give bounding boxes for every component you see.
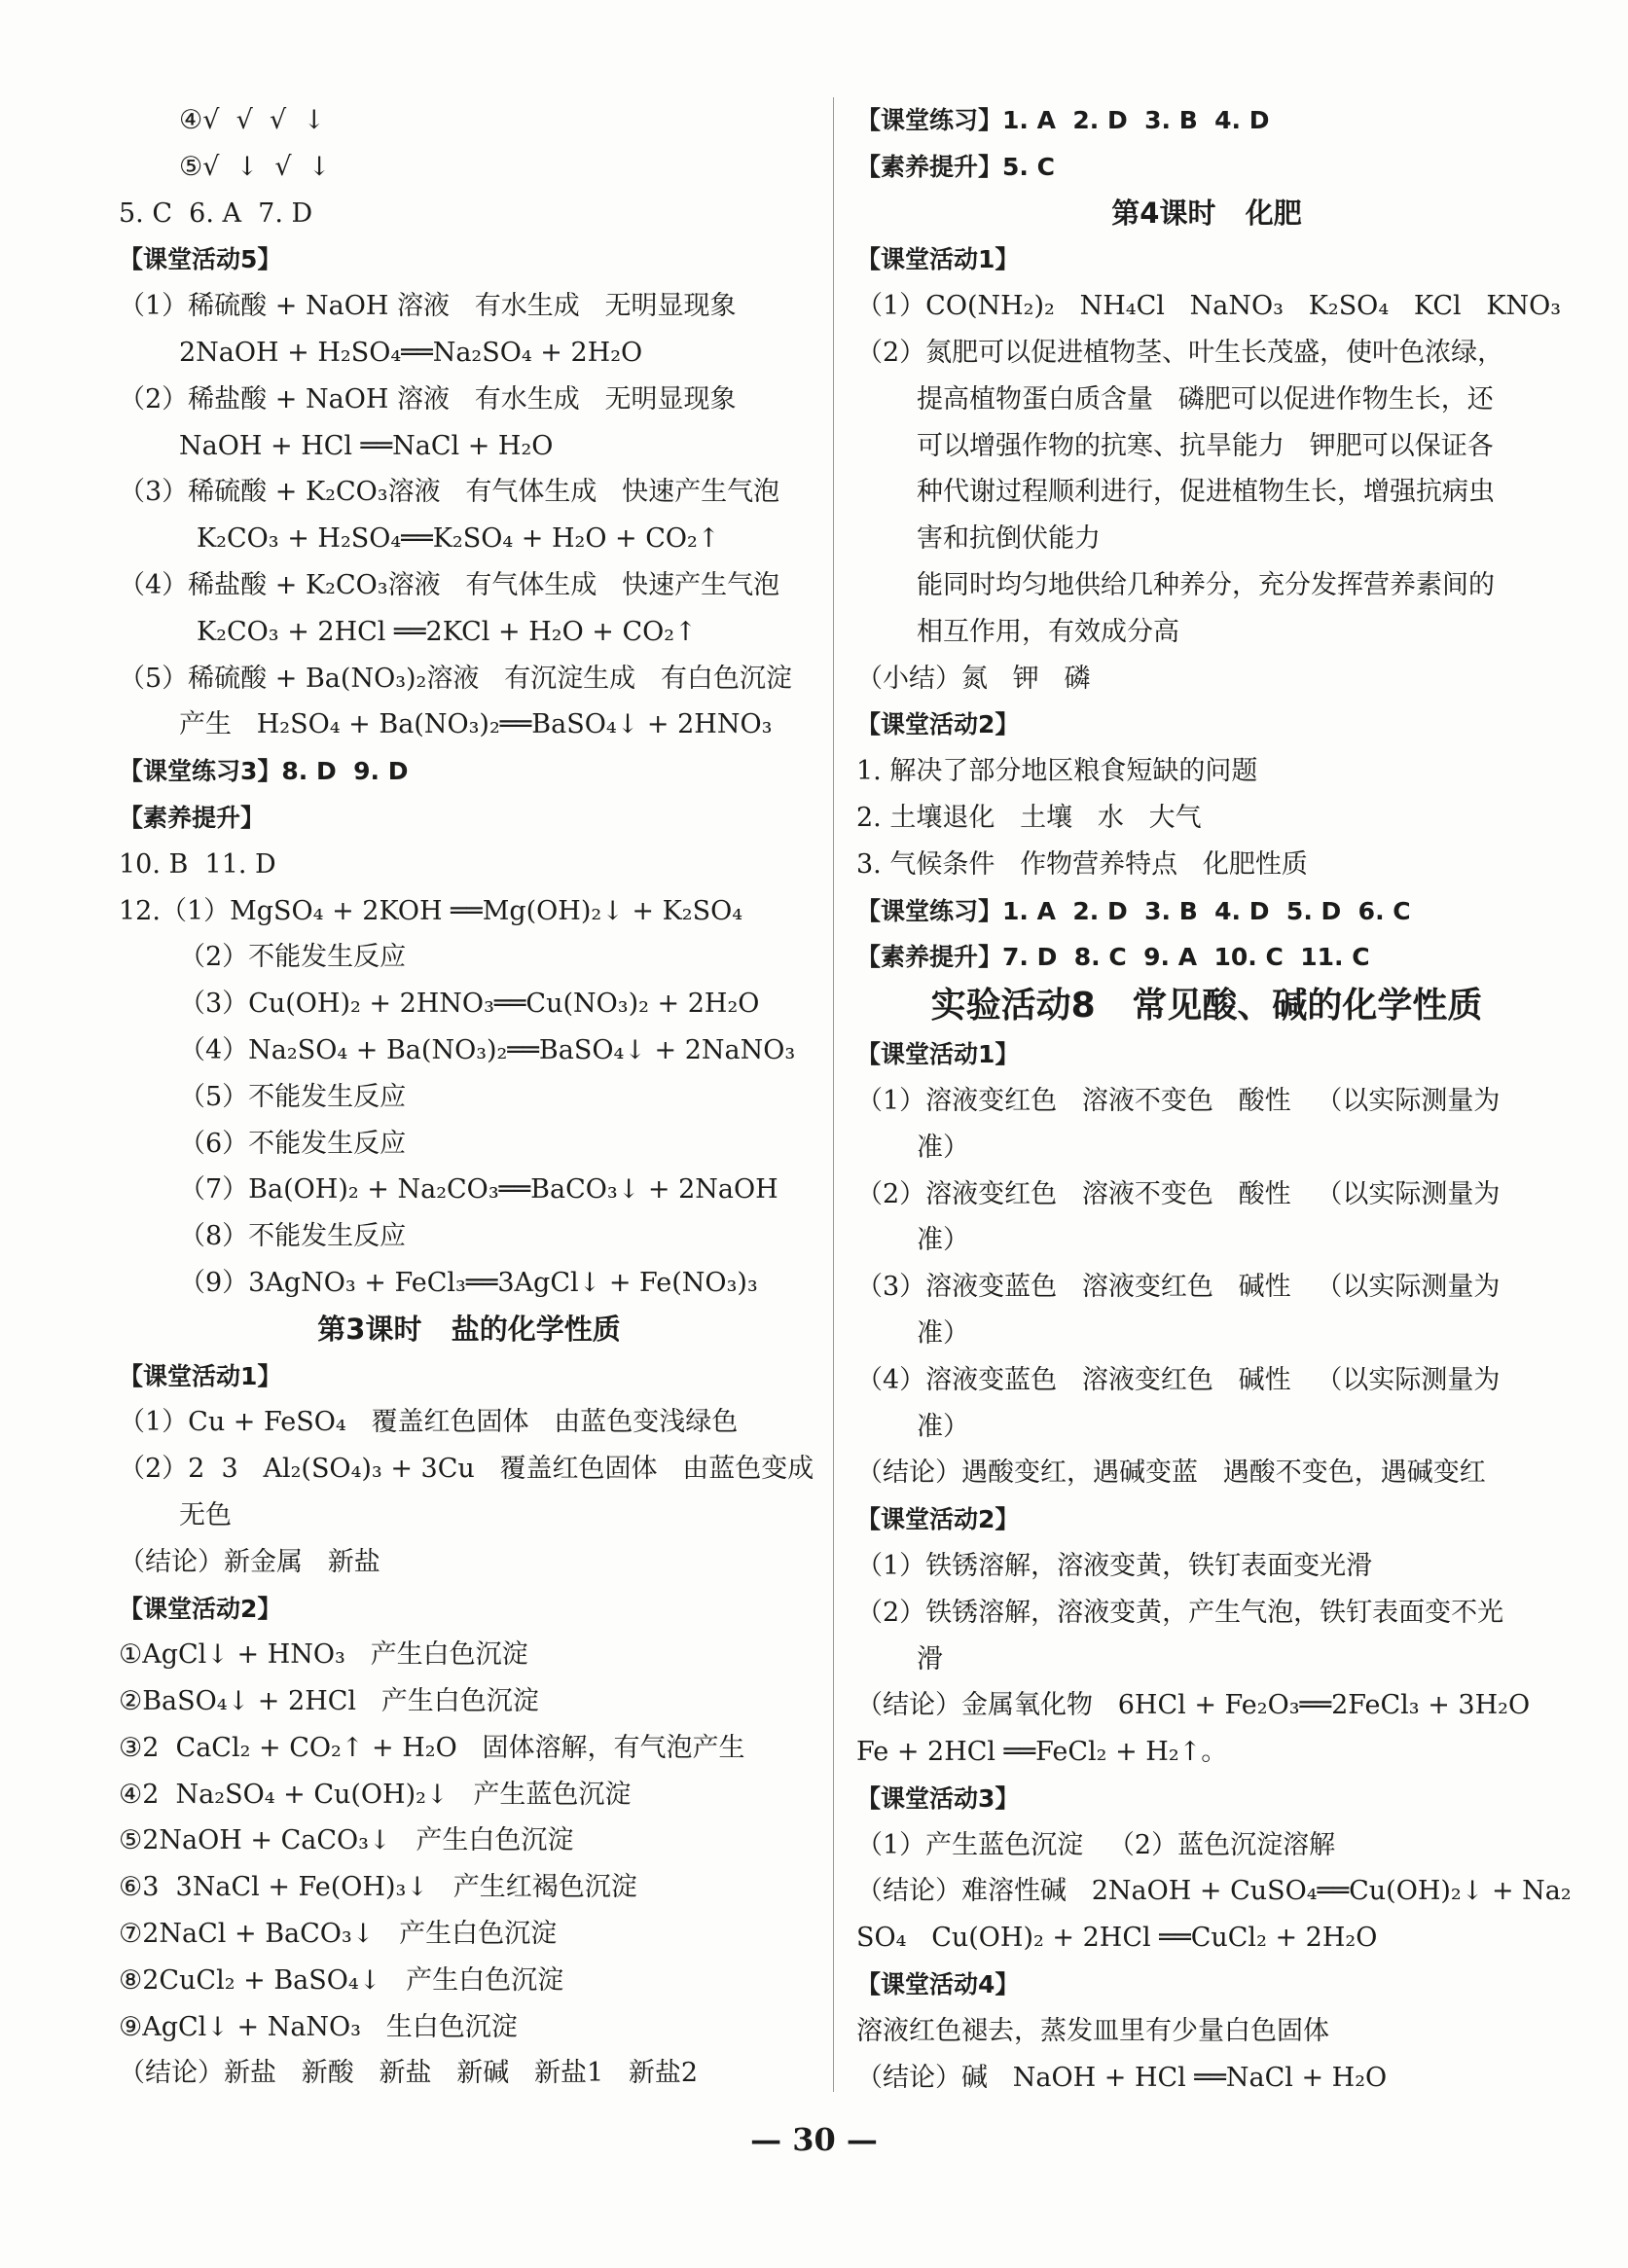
right-text-line: （3）溶液变蓝色 溶液变红色 碱性 （以实际测量为 bbox=[856, 1272, 1501, 1303]
left-text-line: ④√ √ √ ↓ bbox=[179, 105, 325, 135]
left-text-line: 【素养提升】 bbox=[119, 803, 266, 832]
left-column bbox=[119, 97, 819, 2097]
right-text-line: 能同时均匀地供给几种养分，充分发挥营养素间的 bbox=[917, 569, 1495, 600]
right-text-line: 种代谢过程顺利进行，促进植物生长，增强抗病虫 bbox=[917, 477, 1495, 508]
left-text-line: 无色 bbox=[179, 1499, 232, 1530]
right-text-line: （结论）难溶性碱 2NaOH + CuSO₄══Cu(OH)₂↓ + Na₂ bbox=[856, 1876, 1572, 1907]
left-text-line: （3）Cu(OH)₂ + 2HNO₃══Cu(NO₃)₂ + 2H₂O bbox=[179, 989, 760, 1020]
right-text-line: （1）铁锈溶解，溶液变黄，铁钉表面变光滑 bbox=[856, 1550, 1373, 1581]
right-text-line: （4）溶液变蓝色 溶液变红色 碱性 （以实际测量为 bbox=[856, 1364, 1501, 1395]
left-text-line: （4）稀盐酸 + K₂CO₃溶液 有气体生成 快速产生气泡 bbox=[119, 569, 780, 600]
left-text-line: ②BaSO₄↓ + 2HCl 产生白色沉淀 bbox=[119, 1686, 539, 1717]
left-text-line: （结论）新盐 新酸 新盐 新碱 新盐1 新盐2 bbox=[119, 2058, 699, 2089]
column-divider bbox=[833, 97, 834, 2092]
right-text-line: 【素养提升】7. D 8. C 9. A 10. C 11. C bbox=[856, 943, 1370, 972]
left-text-line: （4）Na₂SO₄ + Ba(NO₃)₂══BaSO₄↓ + 2NaNO₃ bbox=[179, 1034, 796, 1065]
right-text-line: 【课堂练习】1. A 2. D 3. B 4. D bbox=[856, 106, 1270, 134]
right-text-line: （2）氮肥可以促进植物茎、叶生长茂盛，使叶色浓绿， bbox=[856, 337, 1504, 368]
left-text-line: 【课堂活动1】 bbox=[119, 1361, 282, 1390]
left-text-line: ③2 CaCl₂ + CO₂↑ + H₂O 固体溶解，有气泡产生 bbox=[119, 1732, 745, 1763]
left-text-line: （1）Cu + FeSO₄ 覆盖红色固体 由蓝色变浅绿色 bbox=[119, 1407, 739, 1438]
left-text-line: （5）稀硫酸 + Ba(NO₃)₂溶液 有沉淀生成 有白色沉淀 bbox=[119, 663, 792, 694]
left-text-line: 10. B 11. D bbox=[119, 848, 276, 880]
right-text-line: 1. 解决了部分地区粮食短缺的问题 bbox=[856, 756, 1258, 787]
left-text-line: ⑧2CuCl₂ + BaSO₄↓ 产生白色沉淀 bbox=[119, 1964, 564, 1996]
right-text-line: 溶液红色褪去，蒸发皿里有少量白色固体 bbox=[856, 2015, 1329, 2046]
left-text-line: K₂CO₃ + 2HCl ══2KCl + H₂O + CO₂↑ bbox=[197, 616, 697, 647]
left-text-line: ⑤√ ↓ √ ↓ bbox=[179, 151, 331, 182]
left-text-line: （2）2 3 Al₂(SO₄)₃ + 3Cu 覆盖红色固体 由蓝色变成 bbox=[119, 1454, 814, 1485]
right-text-line: 可以增强作物的抗寒、抗旱能力 钾肥可以保证各 bbox=[917, 430, 1494, 461]
left-text-line: 【课堂练习3】8. D 9. D bbox=[119, 757, 409, 786]
page-number: — 30 — bbox=[750, 2121, 878, 2158]
right-text-line: 【课堂活动3】 bbox=[856, 1783, 1020, 1813]
right-text-line: 实验活动8 常见酸、碱的化学性质 bbox=[930, 986, 1483, 1026]
right-text-line: SO₄ Cu(OH)₂ + 2HCl ══CuCl₂ + 2H₂O bbox=[856, 1923, 1378, 1954]
left-text-line: （2）不能发生反应 bbox=[179, 942, 407, 973]
left-text-line: NaOH + HCl ══NaCl + H₂O bbox=[179, 430, 554, 461]
right-text-line: 【课堂活动2】 bbox=[856, 1505, 1020, 1534]
right-text-line: 准） bbox=[917, 1132, 969, 1163]
right-text-line: （1）产生蓝色沉淀 （2）蓝色沉淀溶解 bbox=[856, 1829, 1336, 1860]
right-text-line: 3. 气候条件 作物营养特点 化肥性质 bbox=[856, 848, 1308, 880]
left-text-line: ⑤2NaOH + CaCO₃↓ 产生白色沉淀 bbox=[119, 1825, 574, 1856]
left-text-line: 第3课时 盐的化学性质 bbox=[317, 1312, 621, 1346]
left-text-line: 产生 H₂SO₄ + Ba(NO₃)₂══BaSO₄↓ + 2HNO₃ bbox=[179, 709, 773, 740]
left-text-line: （8）不能发生反应 bbox=[179, 1221, 407, 1252]
right-text-line: 滑 bbox=[917, 1643, 943, 1674]
left-text-line: 【课堂活动5】 bbox=[119, 245, 282, 274]
left-text-line: （1）稀硫酸 + NaOH 溶液 有水生成 无明显现象 bbox=[119, 291, 737, 322]
right-text-line: 【素养提升】5. C bbox=[856, 152, 1055, 181]
left-text-line: ⑥3 3NaCl + Fe(OH)₃↓ 产生红褐色沉淀 bbox=[119, 1872, 637, 1903]
left-text-line: ①AgCl↓ + HNO₃ 产生白色沉淀 bbox=[119, 1639, 528, 1671]
right-text-line: 【课堂活动4】 bbox=[856, 1970, 1020, 1999]
right-text-line: （结论）金属氧化物 6HCl + Fe₂O₃══2FeCl₃ + 3H₂O bbox=[856, 1690, 1531, 1721]
left-text-line: ⑨AgCl↓ + NaNO₃ 生白色沉淀 bbox=[119, 2011, 518, 2042]
right-text-line: 【课堂活动1】 bbox=[856, 1040, 1020, 1069]
right-text-line: Fe + 2HCl ══FeCl₂ + H₂↑。 bbox=[856, 1737, 1228, 1768]
left-text-line: （9）3AgNO₃ + FeCl₃══3AgCl↓ + Fe(NO₃)₃ bbox=[179, 1267, 758, 1298]
left-text-line: 2NaOH + H₂SO₄══Na₂SO₄ + 2H₂O bbox=[179, 337, 643, 368]
right-text-line: （结论）遇酸变红，遇碱变蓝 遇酸不变色，遇碱变红 bbox=[856, 1458, 1486, 1489]
right-text-line: 准） bbox=[917, 1225, 969, 1256]
left-text-line: （6）不能发生反应 bbox=[179, 1128, 407, 1159]
left-text-line: ⑦2NaCl + BaCO₃↓ 产生白色沉淀 bbox=[119, 1919, 558, 1950]
left-text-line: 12.（1）MgSO₄ + 2KOH ══Mg(OH)₂↓ + K₂SO₄ bbox=[119, 895, 743, 926]
left-text-line: （2）稀盐酸 + NaOH 溶液 有水生成 无明显现象 bbox=[119, 383, 737, 414]
right-text-line: 【课堂活动1】 bbox=[856, 245, 1020, 274]
left-text-line: 【课堂活动2】 bbox=[119, 1594, 282, 1623]
left-text-line: 5. C 6. A 7. D bbox=[119, 198, 313, 229]
right-text-line: （2）溶液变红色 溶液不变色 酸性 （以实际测量为 bbox=[856, 1178, 1501, 1209]
left-text-line: （结论）新金属 新盐 bbox=[119, 1546, 380, 1577]
right-text-line: 【课堂练习】1. A 2. D 3. B 4. D 5. D 6. C bbox=[856, 896, 1411, 925]
left-text-line: （3）稀硫酸 + K₂CO₃溶液 有气体生成 快速产生气泡 bbox=[119, 477, 780, 508]
left-text-line: （5）不能发生反应 bbox=[179, 1081, 407, 1112]
right-text-line: 第4课时 化肥 bbox=[1111, 196, 1302, 230]
right-text-line: （小结）氮 钾 磷 bbox=[856, 663, 1091, 694]
right-text-line: 【课堂活动2】 bbox=[856, 710, 1020, 739]
right-text-line: （结论）碱 NaOH + HCl ══NaCl + H₂O bbox=[856, 2062, 1388, 2093]
right-text-line: 准） bbox=[917, 1411, 969, 1442]
right-text-line: 相互作用，有效成分高 bbox=[917, 616, 1179, 647]
right-text-line: 准） bbox=[917, 1317, 969, 1349]
left-text-line: （7）Ba(OH)₂ + Na₂CO₃══BaCO₃↓ + 2NaOH bbox=[179, 1174, 778, 1206]
right-text-line: （1）CO(NH₂)₂ NH₄Cl NaNO₃ K₂SO₄ KCl KNO₃ bbox=[856, 291, 1562, 322]
left-text-line: K₂CO₃ + H₂SO₄══K₂SO₄ + H₂O + CO₂↑ bbox=[197, 523, 720, 555]
right-text-line: （1）溶液变红色 溶液不变色 酸性 （以实际测量为 bbox=[856, 1085, 1501, 1116]
right-text-line: 2. 土壤退化 土壤 水 大气 bbox=[856, 802, 1202, 833]
right-text-line: 害和抗倒伏能力 bbox=[917, 523, 1101, 555]
left-text-line: ④2 Na₂SO₄ + Cu(OH)₂↓ 产生蓝色沉淀 bbox=[119, 1779, 632, 1810]
right-text-line: 提高植物蛋白质含量 磷肥可以促进作物生长，还 bbox=[917, 383, 1494, 414]
right-column bbox=[856, 97, 1572, 2101]
right-text-line: （2）铁锈溶解，溶液变黄，产生气泡，铁钉表面变不光 bbox=[856, 1597, 1504, 1628]
